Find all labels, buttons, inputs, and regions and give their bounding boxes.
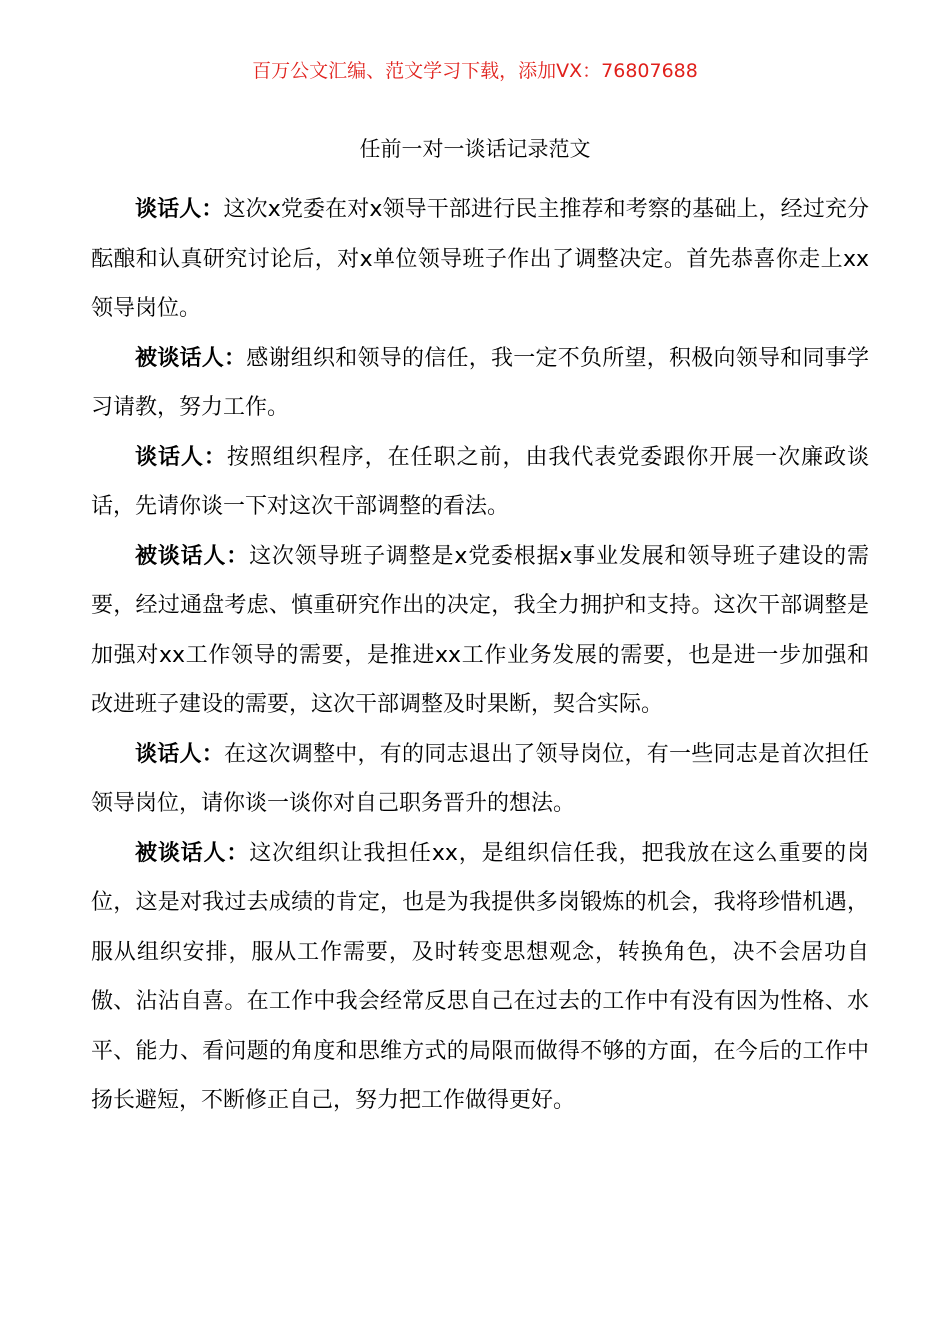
paragraph-text: 这次x党委在对x领导干部进行民主推荐和考察的基础上，经过充分酝酿和认真研究讨论后，对x单位领导班子作出了调整决定。首先恭喜你走上xx领导岗位。 <box>91 197 869 321</box>
paragraph-text: 在这次调整中，有的同志退出了领导岗位，有一些同志是首次担任领导岗位，请你谈一谈你对自己职务晋升的想法。 <box>91 741 869 816</box>
paragraph-5 <box>91 730 869 829</box>
paragraph-1 <box>91 185 869 334</box>
paragraph-text: 按照组织程序，在任职之前，由我代表党委跟你开展一次廉政谈话，先请你谈一下对这次干部调整的看法。 <box>91 444 869 519</box>
speaker-label: 被谈话人： <box>135 543 250 569</box>
paragraph-text: 这次领导班子调整是x党委根据x事业发展和领导班子建设的需要，经过通盘考虑、慎重研究作出的决定，我全力拥护和支持。这次干部调整是加强对xx工作领导的需要，是推进xx工作业务发展的需要，也是进一步加强和改进班子建设的需要，这次干部调整及时果断，契合实际。 <box>91 543 869 717</box>
document-body <box>91 185 869 1126</box>
header-watermark: 百万公文汇编、范文学习下载，添加VX：76807688 <box>252 60 698 82</box>
speaker-label: 被谈话人： <box>135 840 250 866</box>
paragraph-text: 感谢组织和领导的信任，我一定不负所望，积极向领导和同事学习请教，努力工作。 <box>91 345 869 420</box>
speaker-label: 被谈话人： <box>135 345 247 371</box>
paragraph-2 <box>91 334 869 433</box>
paragraph-4 <box>91 532 869 730</box>
speaker-label: 谈话人： <box>135 197 224 222</box>
document-title: 任前一对一谈话记录范文 <box>359 137 591 161</box>
paragraph-text: 这次组织让我担任xx，是组织信任我，把我放在这么重要的岗位，这是对我过去成绩的肯定，也是为我提供多岗锻炼的机会，我将珍惜机遇，服从组织安排，服从工作需要，及时转变思想观念，转换角色，决不会居功自傲、沾沾自喜。在工作中我会经常反思自己在过去的工作中有没有因为性格、水平、能力、看问题的角度和思维方式的局限而做得不够的方面，在今后的工作中扬长避短，不断修正自己，努力把工作做得更好。 <box>91 840 869 1113</box>
speaker-label: 谈话人： <box>135 444 227 470</box>
paragraph-3 <box>91 433 869 532</box>
speaker-label: 谈话人： <box>135 741 224 767</box>
paragraph-6 <box>91 829 869 1126</box>
